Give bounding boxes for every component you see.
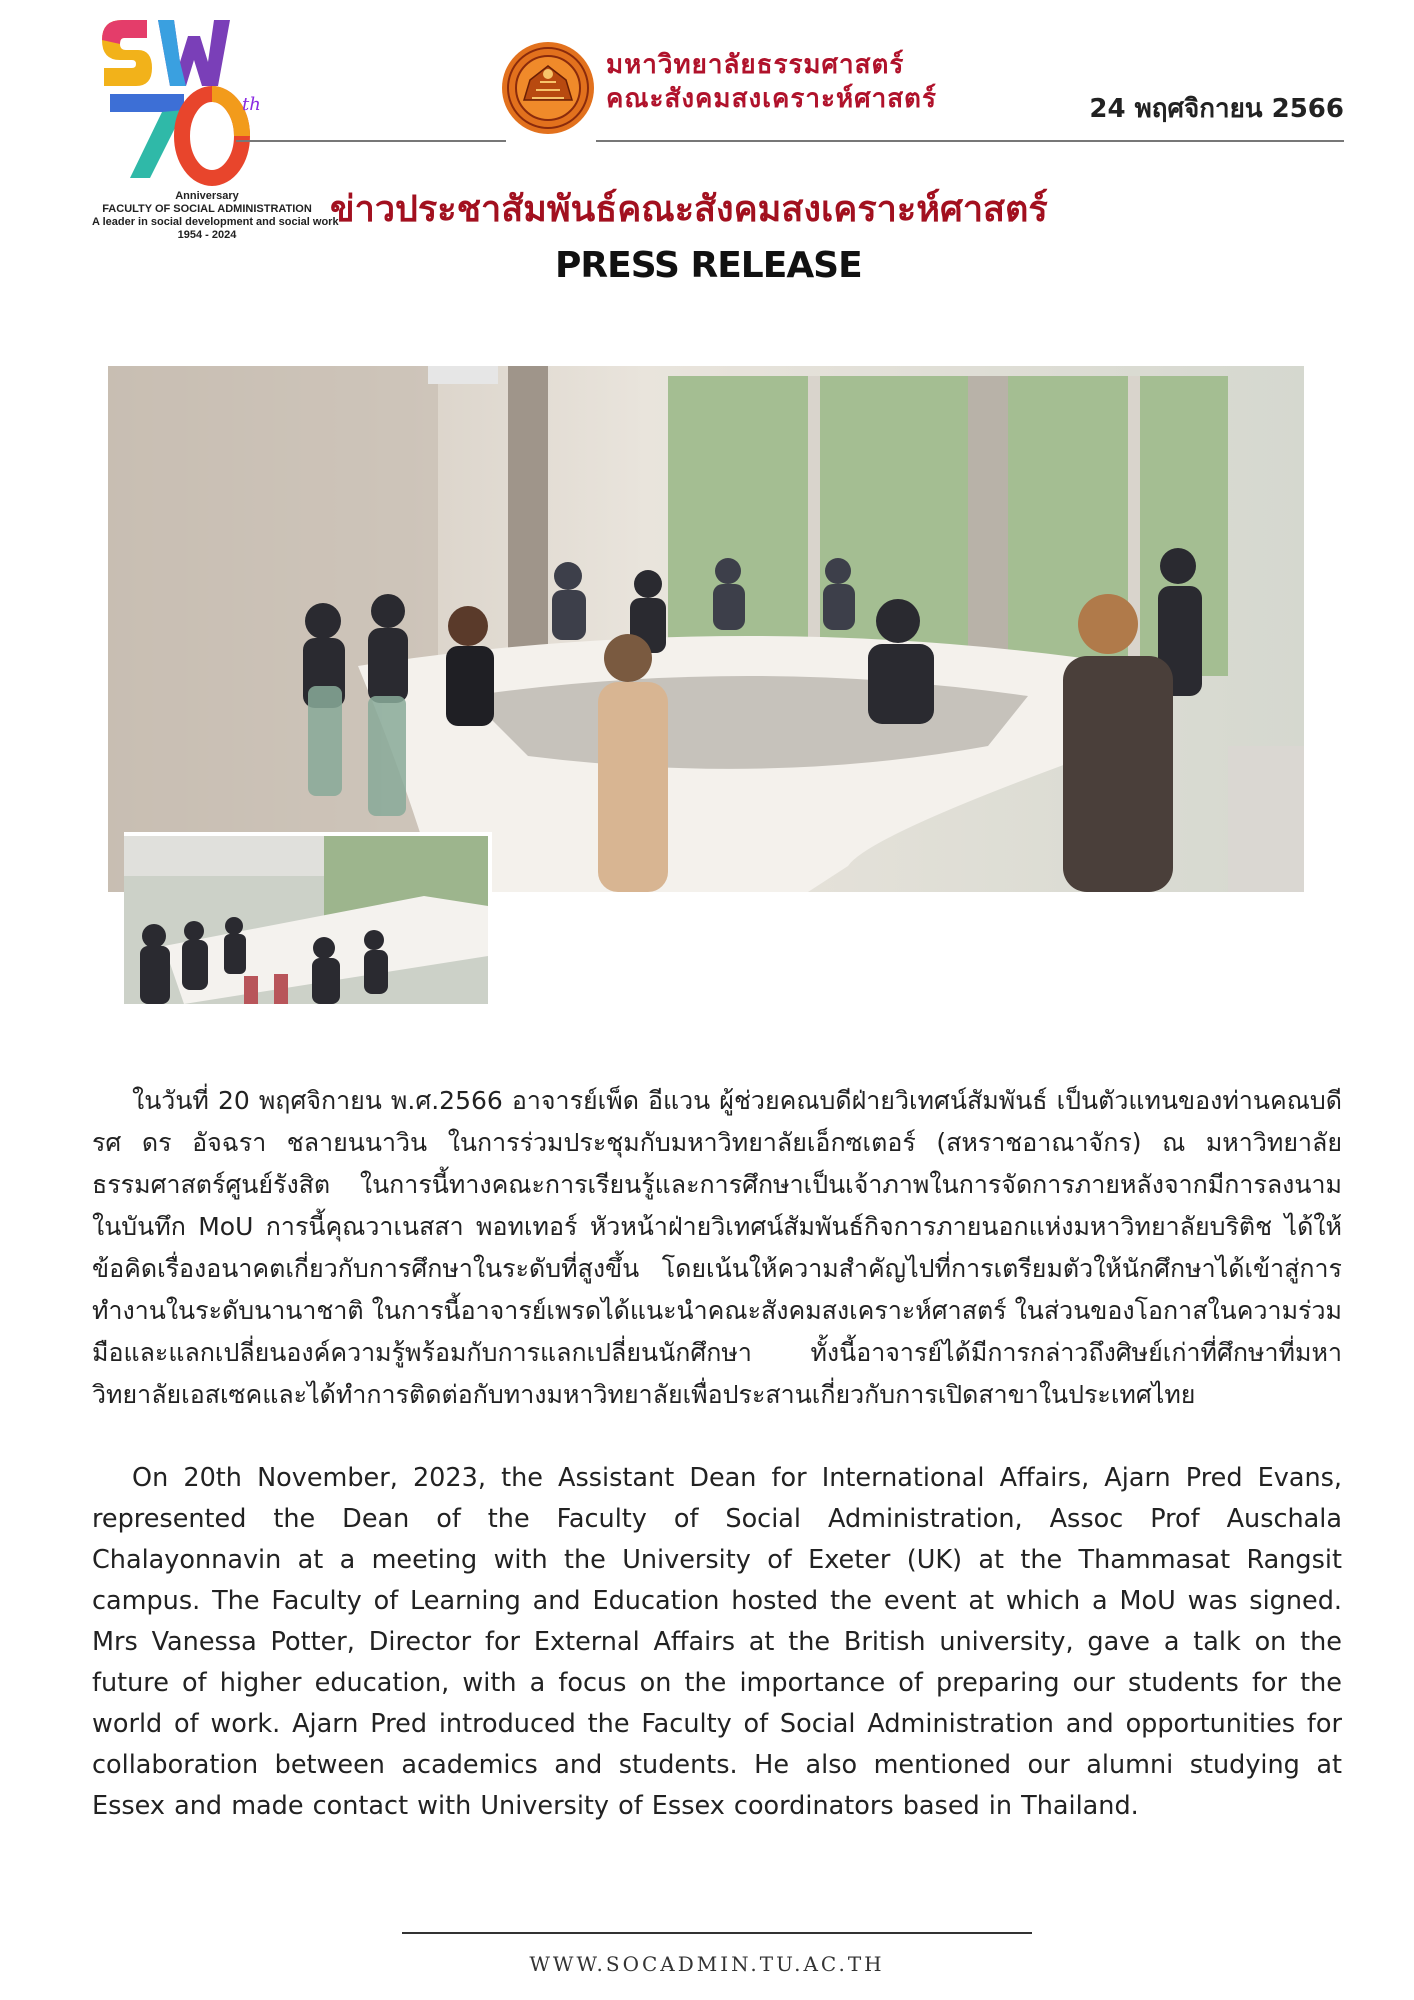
- anniversary-logo-graphic: [92, 10, 322, 190]
- release-date: 24 พฤศจิกายน 2566: [1089, 94, 1344, 124]
- meeting-photo: [108, 366, 1304, 892]
- page-title-english: PRESS RELEASE: [555, 245, 862, 286]
- header-divider: [596, 140, 1344, 142]
- anniversary-caption-line: 1954 - 2024: [177, 229, 237, 241]
- footer-website-link[interactable]: WWW.SOCADMIN.TU.AC.TH: [529, 1952, 885, 1976]
- header-divider: [236, 140, 506, 142]
- anniversary-caption-line: FACULTY OF SOCIAL ADMINISTRATION: [102, 203, 312, 215]
- anniversary-logo: [92, 10, 339, 241]
- body-paragraph-thai-text: ในวันที่ 20 พฤศจิกายน พ.ศ.2566 อาจารย์เพ็ด อีแวน ผู้ช่วยคณบดีฝ่ายวิเทศน์สัมพันธ์ เป็นตัวแทนของท่านคณบดี รศ ดร อัจฉรา ชลายนนาวิน ในการร่วมประชุมกับมหาวิทยาลัยเอ็กซเตอร์ (สหราชอาณาจักร) ณ มหาวิทยาลัยธรรมศาสตร์ศูนย์รังสิต ในการนี้ทางคณะการเรียนรู้และการศึกษาเป็นเจ้าภาพในการจัดการภายหลังจากมีการลงนามในบันทึก MoU การนี้คุณวาเนสสา พอทเทอร์ หัวหน้าฝ่ายวิเทศน์สัมพันธ์กิจการภายนอกแห่งมหาวิทยาลัยบริติช ได้ให้ข้อคิดเรื่องอนาคตเกี่ยวกับการศึกษาในระดับที่สูงขึ้น โดยเน้นให้ความสำคัญไปที่การเตรียมตัวให้นักศึกษาได้เข้าสู่การทำงานในระดับนานาชาติ ในการนี้อาจารย์เพรดได้แนะนำคณะสังคมสงเคราะห์ศาสตร์ ในส่วนของโอกาสในความร่วมมือและแลกเปลี่ยนองค์ความรู้พร้อมกับการแลกเปลี่ยนนักศึกษา ทั้งนี้อาจารย์ได้มีการกล่าวถึงศิษย์เก่าที่ศึกษาที่มหาวิทยาลัยเอสเซคและได้ทำการติดต่อกับทางมหาวิทยาลัยเพื่อประสานเกี่ยวกับการเปิดสาขาในประเทศไทย: [92, 1086, 1342, 1409]
- faculty-name-line: คณะสังคมสงเคราะห์ศาสตร์: [606, 84, 937, 114]
- page-title-thai: ข่าวประชาสัมพันธ์คณะสังคมสงเคราะห์ศาสตร์: [330, 189, 1048, 230]
- anniversary-caption-line: A leader in social development and social work: [92, 216, 339, 228]
- body-paragraph-english: [92, 1458, 1342, 1827]
- university-name: [606, 48, 946, 116]
- svg-text:th: th: [242, 94, 261, 115]
- university-seal-icon: [500, 40, 596, 136]
- footer-divider: [402, 1932, 1032, 1934]
- anniversary-caption: [92, 190, 339, 242]
- anniversary-caption-line: Anniversary: [175, 190, 239, 202]
- meeting-photo-inset: [124, 832, 492, 1004]
- university-name-line: มหาวิทยาลัยธรรมศาสตร์: [606, 50, 905, 80]
- body-paragraph-english-text: On 20th November, 2023, the Assistant Dean for International Affairs, Ajarn Pred Evans, represented the Dean of the Faculty of Social Administration, Assoc Prof Auschala Chalayonnavin at a meeting with the University of Exeter (UK) at the Thammasat Rangsit campus. The Faculty of Learning and Education hosted the event at which a MoU was signed. Mrs Vanessa Potter, Director for External Affairs at the British university, gave a talk on the future of higher education, with a focus on the importance of preparing our students for the world of work. Ajarn Pred introduced the Faculty of Social Administration and opportunities for collaboration between academics and students. He also mentioned our alumni studying at Essex and made contact with University of Essex coordinators based in Thailand.: [92, 1463, 1342, 1821]
- body-paragraph-thai: [92, 1080, 1342, 1416]
